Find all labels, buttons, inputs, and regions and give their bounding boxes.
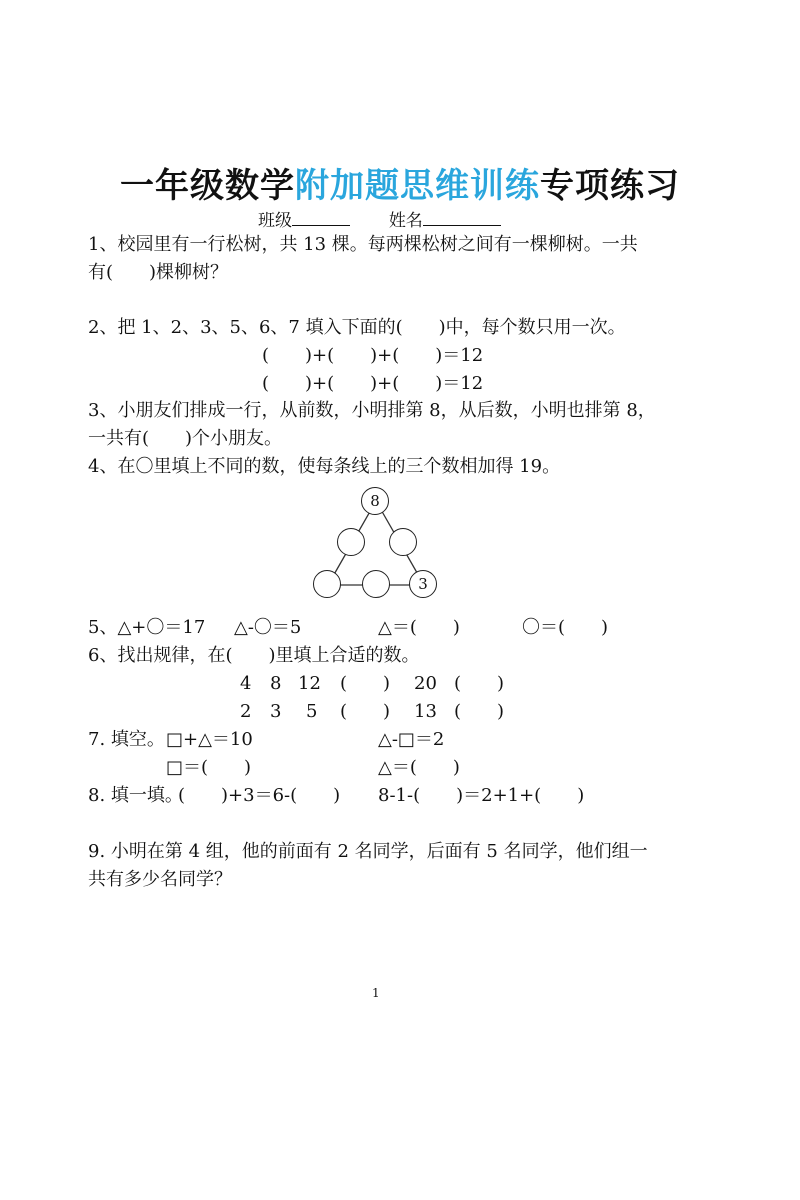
question-7-answer-square: □＝( ) — [166, 757, 252, 778]
class-label: 班级 — [258, 211, 292, 231]
question-2-equation-1: ( )+( )+( )＝12 — [262, 345, 484, 366]
seq2-item: 3 — [270, 701, 282, 722]
question-5-answer-circle: 〇＝( ) — [522, 617, 609, 638]
seq1-item: 20 — [414, 673, 437, 694]
class-field[interactable] — [292, 207, 350, 226]
seq1-item-blank[interactable]: ( ) — [454, 673, 505, 694]
question-7-equation-2: △-□＝2 — [378, 729, 445, 750]
title-part-3: 专项练习 — [540, 166, 680, 206]
question-9-line-1: 9. 小明在第 4 组，他的前面有 2 名同学，后面有 5 名同学，他们组一 — [88, 841, 648, 862]
student-info-fields — [258, 206, 501, 231]
page-number: 1 — [372, 986, 380, 1000]
question-5-equation-1: 5、△+〇＝17 — [88, 617, 206, 638]
question-8-equation-1: ( )+3＝6-( ) — [178, 785, 341, 806]
page-title — [0, 158, 800, 207]
question-7-label: 7. 填空。 — [88, 729, 165, 750]
question-8-label: 8. 填一填。 — [88, 785, 183, 806]
seq2-item: 5 — [306, 701, 318, 722]
seq1-item: 8 — [270, 673, 282, 694]
question-7-equation-1: □+△＝10 — [166, 729, 253, 750]
question-6-line-1: 6、找出规律，在( )里填上合适的数。 — [88, 645, 420, 666]
question-5-answer-triangle: △＝( ) — [378, 617, 460, 638]
title-part-1: 一年级数学 — [120, 166, 295, 206]
question-5-equation-2: △-〇＝5 — [234, 617, 302, 638]
circle-top: 8 — [361, 487, 389, 515]
question-9-line-2: 共有多少名同学？ — [88, 869, 232, 890]
circle-right-mid[interactable] — [389, 528, 417, 556]
seq1-item-blank[interactable]: ( ) — [340, 673, 391, 694]
name-label: 姓名 — [388, 211, 423, 231]
seq1-item: 4 — [240, 673, 252, 694]
title-part-2-highlight: 附加题思维训练 — [295, 166, 540, 206]
question-1-line-1: 1、校园里有一行松树，共 13 棵。每两棵松树之间有一棵柳树。一共 — [88, 234, 638, 255]
question-3-line-2: 一共有( )个小朋友。 — [88, 428, 283, 449]
circle-bottom-mid[interactable] — [362, 570, 390, 598]
circle-bottom-right: 3 — [409, 570, 437, 598]
question-7-answer-triangle: △＝( ) — [378, 757, 460, 778]
seq1-item: 12 — [298, 673, 321, 694]
question-3-line-1: 3、小朋友们排成一行，从前数，小明排第 8，从后数，小明也排第 8， — [88, 400, 656, 421]
question-4-line-1: 4、在〇里填上不同的数，使每条线上的三个数相加得 19。 — [88, 456, 561, 477]
seq2-item-blank[interactable]: ( ) — [340, 701, 391, 722]
name-field[interactable] — [423, 207, 501, 226]
triangle-circle-diagram — [300, 485, 460, 605]
circle-left-mid[interactable] — [337, 528, 365, 556]
question-1-line-2: 有( )棵柳树？ — [88, 262, 229, 283]
seq2-item: 2 — [240, 701, 252, 722]
question-2-line-1: 2、把 1、2、3、5、6、7 填入下面的( )中，每个数只用一次。 — [88, 317, 626, 338]
seq2-item: 13 — [414, 701, 437, 722]
seq2-item-blank[interactable]: ( ) — [454, 701, 505, 722]
question-8-equation-2: 8-1-( )＝2+1+( ) — [378, 785, 585, 806]
circle-bottom-left[interactable] — [313, 570, 341, 598]
question-2-equation-2: ( )+( )+( )＝12 — [262, 373, 484, 394]
